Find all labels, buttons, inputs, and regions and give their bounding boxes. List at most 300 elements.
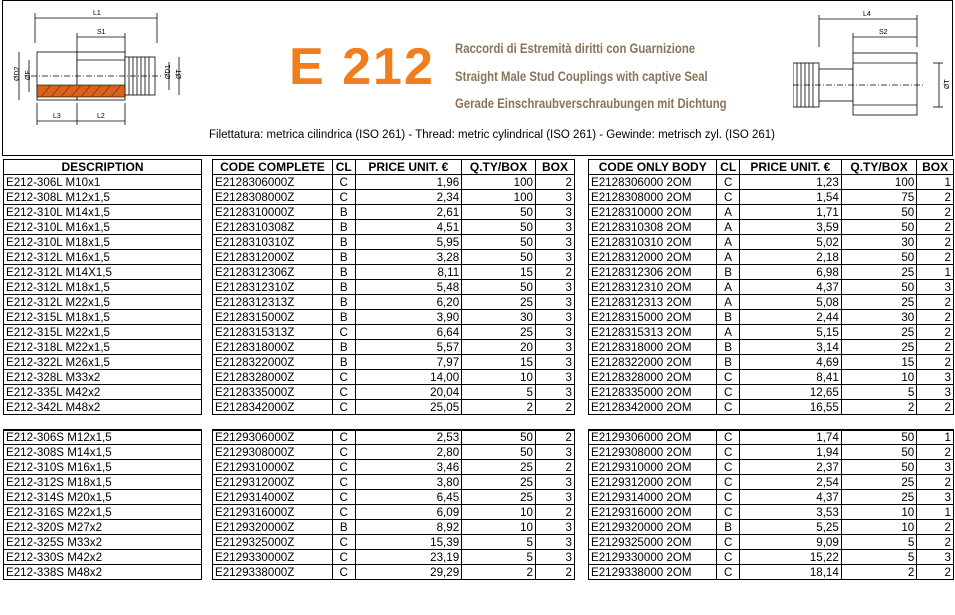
code-body-cell: E2129325000 2OM [589,535,717,550]
table-row [4,445,202,460]
class-cell: B [332,340,355,355]
qty-box-cell: 25 [462,490,536,505]
qty-box-cell: 50 [462,280,536,295]
class-cell: C [717,475,739,490]
class-cell: C [332,460,355,475]
description-cell: E212-322L M26x1,5 [4,355,202,370]
class-cell: C [717,400,739,415]
class-cell: B [332,310,355,325]
qty-box-cell: 30 [841,235,916,250]
qty-box-cell: 5 [462,535,536,550]
qty-box-cell: 15 [462,265,536,280]
qty-box-cell: 5 [841,550,916,565]
class-cell: B [332,355,355,370]
table-row [589,295,954,310]
table-row [213,445,575,460]
stud-coupling-drawing [7,5,187,133]
qty-box-cell: 50 [841,430,916,445]
box-cell: 2 [535,505,574,520]
qty-box-cell: 50 [841,205,916,220]
table-row [4,400,202,415]
price-cell: 5,08 [739,295,841,310]
thread-note: Filettatura: metrica cilindrica (ISO 261) - Thread: metric cylindrical (ISO 261) - Gewinde: metrisch zyl. (ISO 261) [209,129,776,141]
code-complete-cell: E2128322000Z [213,355,333,370]
qty-box-cell: 5 [462,550,536,565]
qty-box-cell: 2 [462,400,536,415]
description-cell: E212-315L M18x1,5 [4,310,202,325]
price-cell: 23,19 [355,550,462,565]
qty-box-cell: 25 [841,475,916,490]
price-cell: 1,71 [739,205,841,220]
box-cell: 3 [535,445,574,460]
price-cell: 2,80 [355,445,462,460]
code-complete-cell: E2129308000Z [213,445,333,460]
qty-box-cell: 75 [841,190,916,205]
class-cell: B [332,220,355,235]
code-body-cell: E2128308000 2OM [589,190,717,205]
class-cell: C [332,400,355,415]
table-row [213,430,575,445]
qty-box-cell: 50 [841,280,916,295]
box-cell: 3 [535,310,574,325]
table-row [213,175,575,190]
qty-box-cell: 10 [462,370,536,385]
label-od2: ØD2 [14,66,21,81]
class-cell: C [717,535,739,550]
code-body-cell: E2128306000 2OM [589,175,717,190]
price-cell: 1,94 [739,445,841,460]
table-row [589,505,954,520]
code-complete-cell: E2129312000Z [213,475,333,490]
qty-box-cell: 50 [462,235,536,250]
box-cell: 2 [917,355,954,370]
table-row [213,220,575,235]
box-cell: 1 [917,505,954,520]
description-cell: E212-320S M27x2 [4,520,202,535]
price-cell: 9,09 [739,535,841,550]
class-cell: B [717,310,739,325]
table-row [213,190,575,205]
qty-box-cell: 10 [841,520,916,535]
box-cell: 2 [917,190,954,205]
class-cell: B [332,235,355,250]
box-cell: 3 [535,220,574,235]
complete-code-table [212,159,575,580]
price-cell: 7,97 [355,355,462,370]
class-cell: A [717,295,739,310]
table-row [213,565,575,580]
description-cell: E212-330S M42x2 [4,550,202,565]
price-cell: 3,53 [739,505,841,520]
description-cell: E212-312L M16x1,5 [4,250,202,265]
box-cell: 2 [917,520,954,535]
code-body-cell: E2129306000 2OM [589,430,717,445]
description-cell: E212-312S M18x1,5 [4,475,202,490]
class-cell: C [332,475,355,490]
price-cell: 5,95 [355,235,462,250]
price-cell: 16,55 [739,400,841,415]
description-cell: E212-312L M14X1,5 [4,265,202,280]
qty-box-cell: 2 [462,565,536,580]
class-cell: A [717,325,739,340]
qty-box-cell: 50 [462,250,536,265]
box-cell: 3 [917,550,954,565]
box-cell: 3 [535,250,574,265]
table-row [213,325,575,340]
description-cell: E212-312L M22x1,5 [4,295,202,310]
table-row [213,505,575,520]
qty-box-cell: 10 [841,505,916,520]
class-cell: C [717,565,739,580]
price-cell: 6,09 [355,505,462,520]
label-s1: S1 [97,29,106,36]
table-row [589,460,954,475]
table-row [4,505,202,520]
code-complete-cell: E2128310000Z [213,205,333,220]
description-cell: E212-314S M20x1,5 [4,490,202,505]
code-complete-cell: E2128312000Z [213,250,333,265]
col-box-body: BOX [917,160,954,175]
table-row [589,175,954,190]
class-cell: C [332,565,355,580]
code-complete-cell: E2129320000Z [213,520,333,535]
qty-box-cell: 15 [841,355,916,370]
table-row [589,235,954,250]
table-row [213,550,575,565]
description-cell: E212-342L M48x2 [4,400,202,415]
box-cell: 3 [917,370,954,385]
class-cell: C [332,385,355,400]
qty-box-cell: 100 [462,175,536,190]
price-cell: 3,14 [739,340,841,355]
qty-box-cell: 15 [462,355,536,370]
table-row [589,280,954,295]
qty-box-cell: 30 [841,310,916,325]
table-row [213,475,575,490]
table-row [4,370,202,385]
code-body-cell: E2129316000 2OM [589,505,717,520]
table-row [4,310,202,325]
code-body-cell: E2129314000 2OM [589,490,717,505]
qty-box-cell: 10 [462,505,536,520]
price-cell: 1,54 [739,190,841,205]
price-cell: 4,69 [739,355,841,370]
table-row [589,400,954,415]
box-cell: 3 [535,520,574,535]
code-body-cell: E2128312000 2OM [589,250,717,265]
box-cell: 2 [535,400,574,415]
title-german: Gerade Einschraubverschraubungen mit Dichtung [455,96,727,111]
table-row [589,565,954,580]
label-l2: L2 [97,113,105,120]
box-cell: 2 [917,400,954,415]
price-cell: 15,39 [355,535,462,550]
table-row [213,265,575,280]
catalog-header [2,0,953,156]
description-cell: E212-328L M33x2 [4,370,202,385]
price-cell: 2,54 [739,475,841,490]
box-cell: 2 [535,565,574,580]
code-body-cell: E2128318000 2OM [589,340,717,355]
table-row [213,370,575,385]
box-cell: 3 [535,535,574,550]
description-cell: E212-306L M10x1 [4,175,202,190]
table-row [213,355,575,370]
class-cell: A [717,280,739,295]
label-l3: L3 [53,113,61,120]
qty-box-cell: 50 [841,460,916,475]
qty-box-cell: 25 [462,460,536,475]
class-cell: A [717,205,739,220]
box-cell: 3 [917,385,954,400]
qty-box-cell: 2 [841,400,916,415]
box-cell: 2 [917,205,954,220]
box-cell: 2 [917,325,954,340]
class-cell: A [717,250,739,265]
code-body-cell: E2128315313 2OM [589,325,717,340]
table-row [213,385,575,400]
box-cell: 3 [535,370,574,385]
qty-box-cell: 50 [462,220,536,235]
box-cell: 3 [535,475,574,490]
price-cell: 25,05 [355,400,462,415]
label-right-ot: ØT [944,79,951,89]
box-cell: 3 [535,325,574,340]
table-row [4,235,202,250]
box-cell: 3 [535,385,574,400]
table-row [4,565,202,580]
code-complete-cell: E2128335000Z [213,385,333,400]
product-code-title: E 212 [289,38,435,96]
class-cell: C [332,550,355,565]
description-cell: E212-316S M22x1,5 [4,505,202,520]
box-cell: 2 [917,445,954,460]
code-body-cell: E2128322000 2OM [589,355,717,370]
table-row [213,250,575,265]
table-row [4,205,202,220]
table-row [4,385,202,400]
price-cell: 8,11 [355,265,462,280]
class-cell: C [717,505,739,520]
price-cell: 8,41 [739,370,841,385]
code-complete-cell: E2128328000Z [213,370,333,385]
price-cell: 6,64 [355,325,462,340]
qty-box-cell: 20 [462,340,536,355]
col-qty-box-body: Q.TY/BOX [841,160,916,175]
col-code-complete: CODE COMPLETE [213,160,333,175]
price-cell: 12,65 [739,385,841,400]
table-row [4,535,202,550]
class-cell: C [717,370,739,385]
class-cell: C [332,430,355,445]
class-cell: A [717,235,739,250]
table-row [589,370,954,385]
code-body-cell: E2128328000 2OM [589,370,717,385]
col-description: DESCRIPTION [4,160,202,175]
price-cell: 5,02 [739,235,841,250]
class-cell: C [717,550,739,565]
description-cell: E212-310L M14x1,5 [4,205,202,220]
label-l1: L1 [93,10,101,17]
table-row [4,490,202,505]
price-cell: 15,22 [739,550,841,565]
price-cell: 6,45 [355,490,462,505]
description-cell: E212-306S M12x1,5 [4,430,202,445]
table-row [213,460,575,475]
class-cell: C [332,535,355,550]
code-complete-cell: E2128342000Z [213,400,333,415]
code-complete-cell: E2128312306Z [213,265,333,280]
table-row [589,385,954,400]
code-complete-cell: E2129316000Z [213,505,333,520]
qty-box-cell: 25 [462,295,536,310]
price-cell: 3,80 [355,475,462,490]
table-row [589,475,954,490]
box-cell: 3 [535,235,574,250]
box-cell: 2 [917,565,954,580]
code-complete-cell: E2129325000Z [213,535,333,550]
box-cell: 2 [917,295,954,310]
qty-box-cell: 25 [462,325,536,340]
code-body-cell: E2129330000 2OM [589,550,717,565]
price-cell: 1,74 [739,430,841,445]
table-row [589,265,954,280]
code-body-cell: E2129312000 2OM [589,475,717,490]
table-row [589,430,954,445]
price-cell: 8,92 [355,520,462,535]
code-complete-cell: E2129306000Z [213,430,333,445]
table-row [213,340,575,355]
group-spacer [589,415,954,430]
code-complete-cell: E2128306000Z [213,175,333,190]
code-body-cell: E2128335000 2OM [589,385,717,400]
table-row [589,535,954,550]
label-ot: ØT [176,69,183,79]
description-cell: E212-325S M33x2 [4,535,202,550]
box-cell: 1 [917,430,954,445]
description-cell: E212-310S M16x1,5 [4,460,202,475]
class-cell: C [332,325,355,340]
box-cell: 3 [535,205,574,220]
table-row [4,220,202,235]
code-body-cell: E2128310000 2OM [589,205,717,220]
price-cell: 3,59 [739,220,841,235]
price-cell: 14,00 [355,370,462,385]
code-body-cell: E2128342000 2OM [589,400,717,415]
col-box: BOX [535,160,574,175]
box-cell: 2 [535,460,574,475]
box-cell: 2 [917,340,954,355]
class-cell: C [717,175,739,190]
class-cell: C [332,445,355,460]
box-cell: 1 [917,175,954,190]
qty-box-cell: 25 [841,325,916,340]
table-row [589,250,954,265]
code-complete-cell: E2128310308Z [213,220,333,235]
class-cell: C [332,175,355,190]
price-cell: 5,57 [355,340,462,355]
code-complete-cell: E2128308000Z [213,190,333,205]
group-spacer [4,415,202,430]
qty-box-cell: 100 [462,190,536,205]
class-cell: B [332,250,355,265]
table-row [589,325,954,340]
col-qty-box: Q.TY/BOX [462,160,536,175]
price-cell: 3,90 [355,310,462,325]
description-cell: E212-308L M12x1,5 [4,190,202,205]
table-row [4,355,202,370]
qty-box-cell: 100 [841,175,916,190]
label-of: ØF [25,70,32,80]
box-cell: 2 [535,265,574,280]
price-cell: 29,29 [355,565,462,580]
group-spacer [213,415,575,430]
price-cell: 2,37 [739,460,841,475]
class-cell: B [332,265,355,280]
table-row [4,250,202,265]
code-body-cell: E2129310000 2OM [589,460,717,475]
price-cell: 3,28 [355,250,462,265]
code-complete-cell: E2128312310Z [213,280,333,295]
table-row [213,310,575,325]
class-cell: B [332,295,355,310]
class-cell: C [332,505,355,520]
price-cell: 1,23 [739,175,841,190]
code-complete-cell: E2128310310Z [213,235,333,250]
price-cell: 6,20 [355,295,462,310]
price-cell: 2,53 [355,430,462,445]
table-row [589,220,954,235]
col-price-unit: PRICE UNIT. € [355,160,462,175]
class-cell: C [717,490,739,505]
label-s2: S2 [879,29,888,36]
box-cell: 2 [917,250,954,265]
qty-box-cell: 10 [462,520,536,535]
code-complete-cell: E2129310000Z [213,460,333,475]
qty-box-cell: 10 [841,370,916,385]
title-italian: Raccordi di Estremità diritti con Guarnizione [455,41,696,56]
qty-box-cell: 50 [841,250,916,265]
box-cell: 3 [535,280,574,295]
code-body-cell: E2128312310 2OM [589,280,717,295]
table-row [4,280,202,295]
qty-box-cell: 50 [462,205,536,220]
class-cell: C [332,190,355,205]
box-cell: 3 [535,295,574,310]
code-complete-cell: E2128312313Z [213,295,333,310]
table-row [213,535,575,550]
qty-box-cell: 50 [841,220,916,235]
qty-box-cell: 25 [841,265,916,280]
table-row [589,340,954,355]
qty-box-cell: 5 [841,385,916,400]
price-cell: 2,61 [355,205,462,220]
code-body-cell: E2129338000 2OM [589,565,717,580]
box-cell: 3 [535,550,574,565]
table-row [589,310,954,325]
table-row [4,190,202,205]
description-cell: E212-335L M42x2 [4,385,202,400]
table-row [213,280,575,295]
qty-box-cell: 2 [841,565,916,580]
qty-box-cell: 5 [462,385,536,400]
class-cell: B [332,205,355,220]
col-price-unit-body: PRICE UNIT. € [739,160,841,175]
box-cell: 2 [917,235,954,250]
price-cell: 3,46 [355,460,462,475]
table-row [4,340,202,355]
class-cell: B [332,520,355,535]
